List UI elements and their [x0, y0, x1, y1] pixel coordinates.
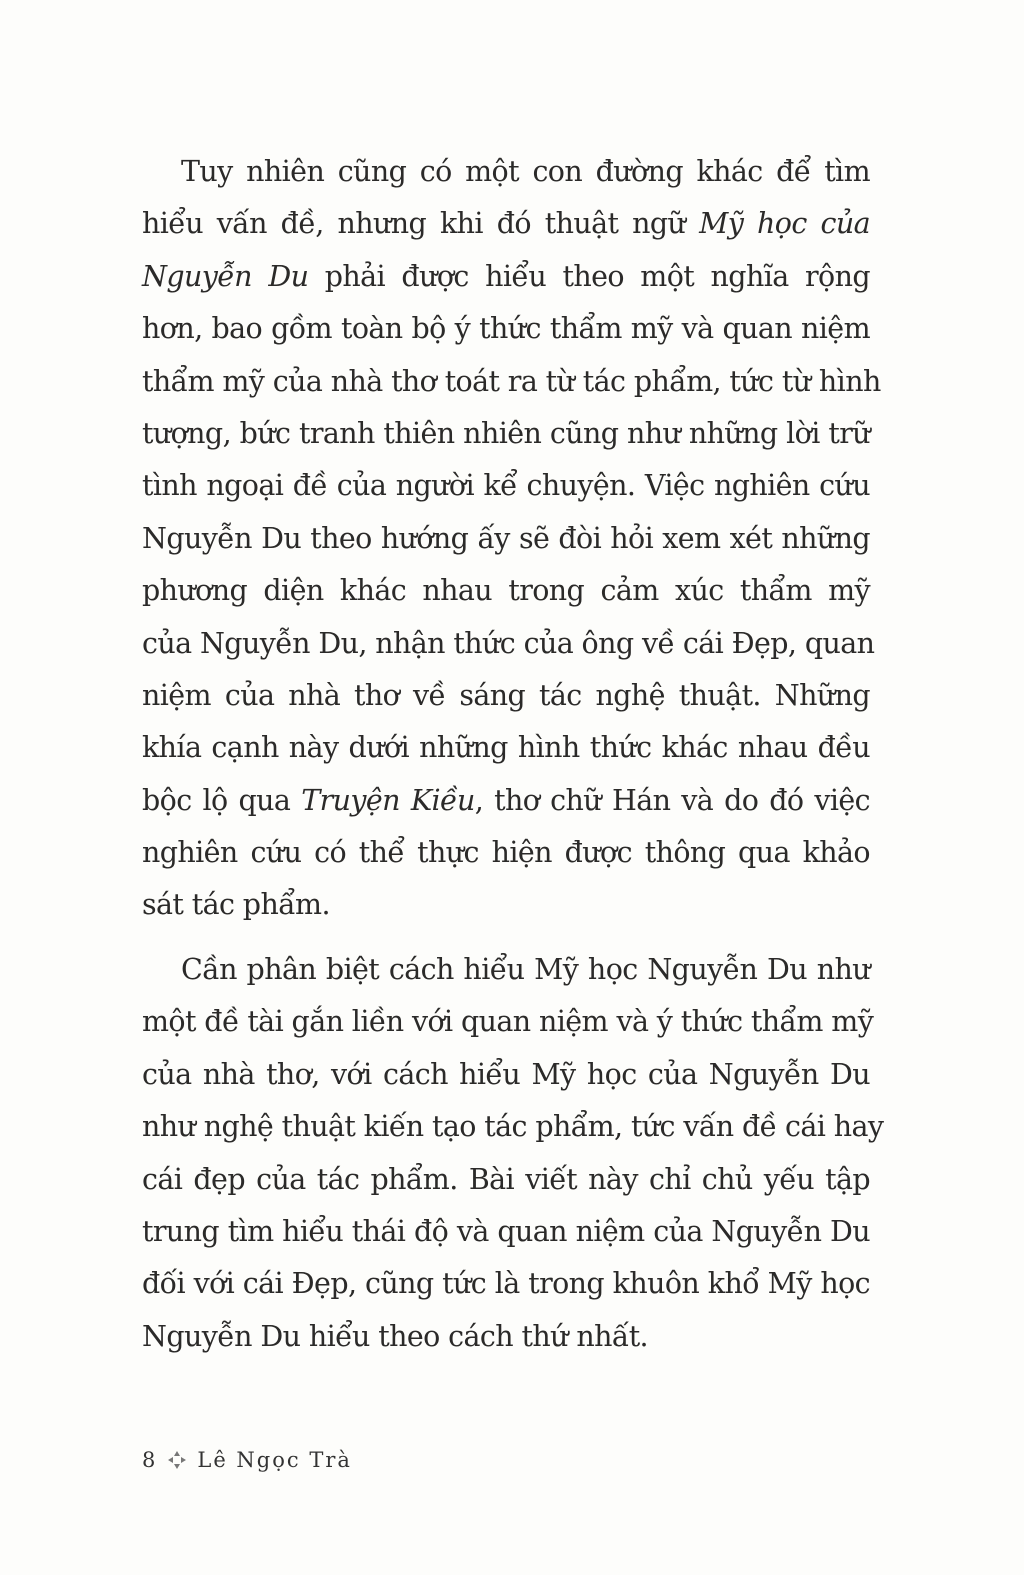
body-text: khía cạnh này dưới những hình thức khác nhau đều [142, 731, 870, 765]
text-line [142, 827, 870, 879]
text-line [142, 618, 875, 670]
text-line [142, 1258, 870, 1310]
paragraph-1 [142, 146, 881, 932]
body-text: Nguyễn Du hiểu theo cách thứ nhất. [142, 1319, 649, 1353]
text-line [142, 1049, 870, 1101]
body-text: phương diện khác nhau trong cảm xúc thẩm mỹ [142, 574, 870, 608]
text-line [142, 1206, 870, 1258]
text-line [142, 670, 870, 722]
text-line [142, 1154, 870, 1206]
page-number: 8 [142, 1448, 158, 1472]
text-line [142, 460, 870, 512]
body-text: nghiên cứu có thể thực hiện được thông qua khảo [142, 836, 870, 870]
author-name: Lê Ngọc Trà [197, 1448, 352, 1472]
italic-title-text: Mỹ học của [699, 207, 870, 241]
text-line [142, 251, 870, 303]
body-text: một đề tài gắn liền với quan niệm và ý thức thẩm mỹ [142, 1005, 874, 1039]
text-line [142, 1101, 884, 1153]
body-text: đối với cái Đẹp, cũng tức là trong khuôn khổ Mỹ học [142, 1267, 870, 1301]
italic-title-text: Truyện Kiều [301, 783, 475, 817]
text-line [142, 944, 870, 996]
body-text: cái đẹp của tác phẩm. Bài viết này chỉ chủ yếu tập [142, 1162, 870, 1196]
body-text: , thơ chữ Hán và do đó việc [474, 783, 870, 817]
text-line [142, 775, 870, 827]
body-text: hơn, bao gồm toàn bộ ý thức thẩm mỹ và quan niệm [142, 312, 870, 346]
body-text: trung tìm hiểu thái độ và quan niệm của Nguyễn Du [142, 1214, 870, 1248]
body-text: sát tác phẩm. [142, 888, 330, 922]
body-text: bộc lộ qua [142, 783, 302, 817]
body-text: hiểu vấn đề, nhưng khi đó thuật ngữ [142, 207, 700, 241]
body-text: phải được hiểu theo một nghĩa rộng [308, 259, 870, 293]
text-line [142, 722, 870, 774]
text-line [142, 408, 870, 460]
body-text: tình ngoại đề của người kể chuyện. Việc nghiên cứu [142, 469, 870, 503]
text-line [142, 198, 870, 250]
text-line [142, 879, 870, 931]
body-text: Tuy nhiên cũng có một con đường khác để tìm [181, 155, 870, 188]
body-text: tượng, bức tranh thiên nhiên cũng như những lời trữ [142, 416, 870, 450]
ornament-icon [167, 1450, 187, 1470]
text-line [142, 146, 870, 198]
text-line [142, 1311, 870, 1363]
body-text: thẩm mỹ của nhà thơ toát ra từ tác phẩm, tức từ hình [142, 364, 881, 398]
text-line [142, 303, 870, 355]
body-text: như nghệ thuật kiến tạo tác phẩm, tức vấn đề cái hay [142, 1110, 884, 1144]
page-footer [142, 1448, 352, 1472]
body-text: của Nguyễn Du, nhận thức của ông về cái Đẹp, quan [142, 626, 875, 660]
text-line [142, 565, 870, 617]
paragraph-2 [142, 944, 884, 1363]
body-text: của nhà thơ, với cách hiểu Mỹ học của Nguyễn Du [142, 1057, 870, 1091]
text-line [142, 356, 881, 408]
text-line [142, 513, 870, 565]
italic-title-text: Nguyễn Du [142, 259, 309, 293]
body-text: Cần phân biệt cách hiểu Mỹ học Nguyễn Du như [181, 953, 870, 986]
body-text: niệm của nhà thơ về sáng tác nghệ thuật. Những [142, 678, 870, 712]
text-line [142, 996, 874, 1048]
body-text: Nguyễn Du theo hướng ấy sẽ đòi hỏi xem xét những [142, 521, 870, 555]
